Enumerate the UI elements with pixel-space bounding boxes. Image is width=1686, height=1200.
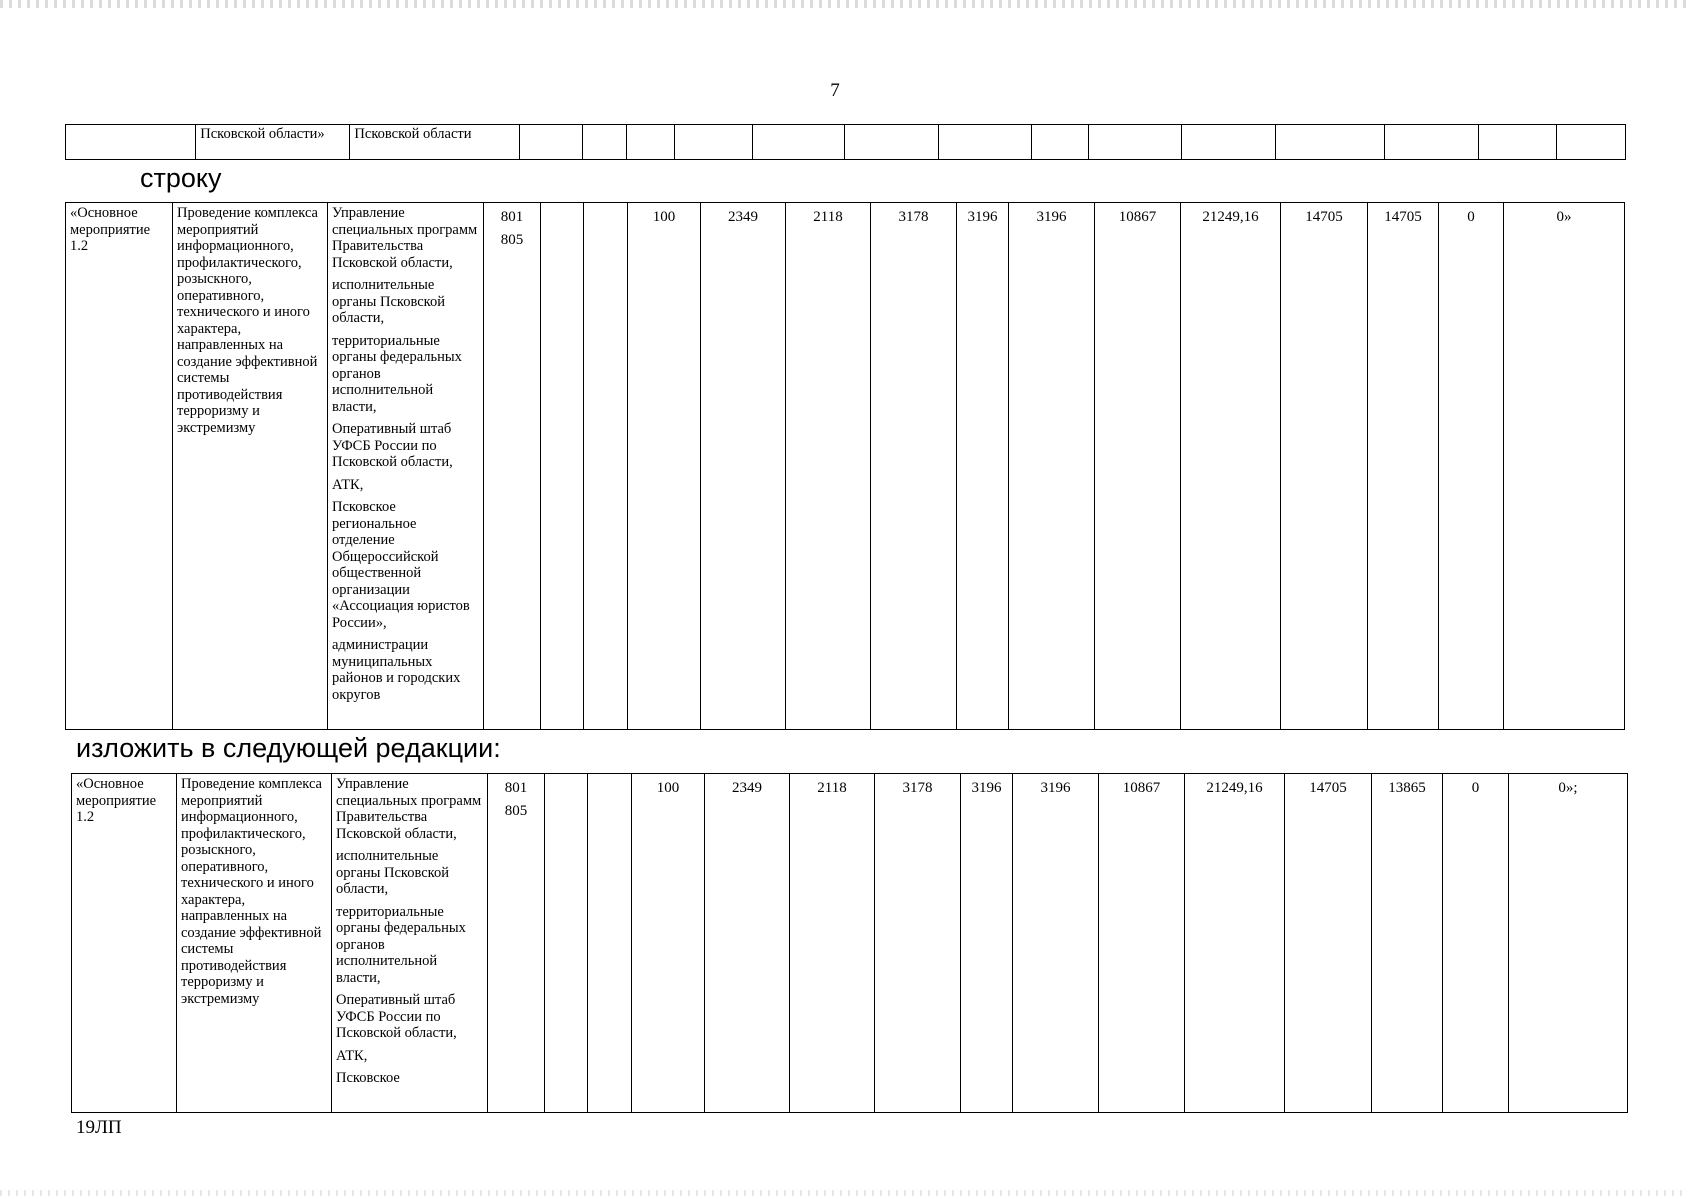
- table-row: [66, 125, 1626, 160]
- cell-budget-codes: [484, 203, 541, 730]
- cell-value: 14705: [1368, 203, 1439, 730]
- cell-value: 10867: [1099, 774, 1185, 1113]
- cell-value: 3196: [1009, 203, 1095, 730]
- executor-item: АТК,: [336, 1047, 368, 1064]
- cell-activity-name: Проведение комплекса мероприятий информационного, профилактического, розыскного, оперативного, технического и иного характера, направленных на создание эффективной системы противодействия терроризму и экстремизму: [173, 203, 328, 730]
- cell-value: 14705: [1285, 774, 1372, 1113]
- cell-value: [588, 774, 632, 1113]
- cell-value: 2349: [701, 203, 786, 730]
- cell-executors: [332, 774, 488, 1113]
- cell-value: 0: [1443, 774, 1509, 1113]
- table-row: [72, 774, 1628, 1113]
- cell-name: Псковской области»: [196, 125, 350, 160]
- page-number: 7: [830, 80, 840, 101]
- executor-item: территориальные органы федеральных органов исполнительной власти,: [336, 903, 466, 986]
- cell-executor: Псковской области: [350, 125, 519, 160]
- cell-value: 3178: [871, 203, 957, 730]
- cell-executors: [328, 203, 484, 730]
- budget-code: 805: [504, 802, 528, 819]
- heading-new-edition: изложить в следующей редакции:: [76, 733, 501, 763]
- executor-item: территориальные органы федеральных органов исполнительной власти,: [332, 332, 462, 415]
- cell-value: 13865: [1372, 774, 1443, 1113]
- cell-value: 0: [1439, 203, 1504, 730]
- cell-value: 2349: [705, 774, 790, 1113]
- cell-value: 0»;: [1509, 774, 1628, 1113]
- executor-item: исполнительные органы Псковской области,: [332, 277, 445, 326]
- cell-value: 100: [628, 203, 701, 730]
- cell-value: [541, 203, 584, 730]
- budget-code: 801: [500, 209, 524, 225]
- cell-value: 3196: [1013, 774, 1099, 1113]
- footer-code: 19ЛП: [76, 1117, 122, 1138]
- executor-item: Оперативный штаб УФСБ России по Псковской области,: [332, 421, 453, 470]
- table-previous-row-fragment: [65, 124, 1626, 160]
- executor-item: Оперативный штаб УФСБ России по Псковской области,: [336, 992, 457, 1041]
- executor-item: исполнительные органы Псковской области,: [336, 848, 449, 897]
- executor-item: АТК,: [332, 476, 364, 493]
- cell-value: 100: [632, 774, 705, 1113]
- cell-value: 3196: [957, 203, 1009, 730]
- budget-code: 801: [504, 780, 528, 796]
- cell-value: 10867: [1095, 203, 1181, 730]
- cell-activity-name: Проведение комплекса мероприятий информационного, профилактического, розыскного, оперативного, технического и иного характера, направленных на создание эффективной системы противодействия терроризму и экстремизму: [177, 774, 332, 1113]
- executor-item: администрации муниципальных районов и городских округов: [332, 637, 461, 703]
- executor-item: Псковское: [336, 1070, 400, 1086]
- cell-value: 14705: [1281, 203, 1368, 730]
- table-old-row: [65, 202, 1625, 730]
- table-row: [66, 203, 1625, 730]
- budget-code: 805: [500, 231, 524, 248]
- scan-artifact-top: [0, 0, 1686, 8]
- cell-value: [584, 203, 628, 730]
- cell-value: 2118: [790, 774, 875, 1113]
- cell-budget-codes: [488, 774, 545, 1113]
- cell-activity-number: «Основное мероприятие 1.2: [66, 203, 173, 730]
- executor-item: Псковское региональное отделение Общероссийской общественной организации «Ассоциация юристов России»,: [332, 499, 470, 631]
- heading-line-label: строку: [140, 163, 222, 193]
- executor-item: Управление специальных программ Правительства Псковской области,: [332, 205, 478, 271]
- cell-value: 3196: [961, 774, 1013, 1113]
- cell-value: 21249,16: [1185, 774, 1285, 1113]
- cell-value: 21249,16: [1181, 203, 1281, 730]
- table-new-row: [71, 773, 1628, 1113]
- cell-value: 2118: [786, 203, 871, 730]
- executor-item: Управление специальных программ Правительства Псковской области,: [336, 776, 482, 842]
- cell-value: [545, 774, 588, 1113]
- cell-value: 3178: [875, 774, 961, 1113]
- scan-artifact-bottom: [0, 1190, 1686, 1196]
- cell-value: 0»: [1504, 203, 1625, 730]
- cell-activity-number: «Основное мероприятие 1.2: [72, 774, 177, 1113]
- cell-empty: [66, 125, 196, 160]
